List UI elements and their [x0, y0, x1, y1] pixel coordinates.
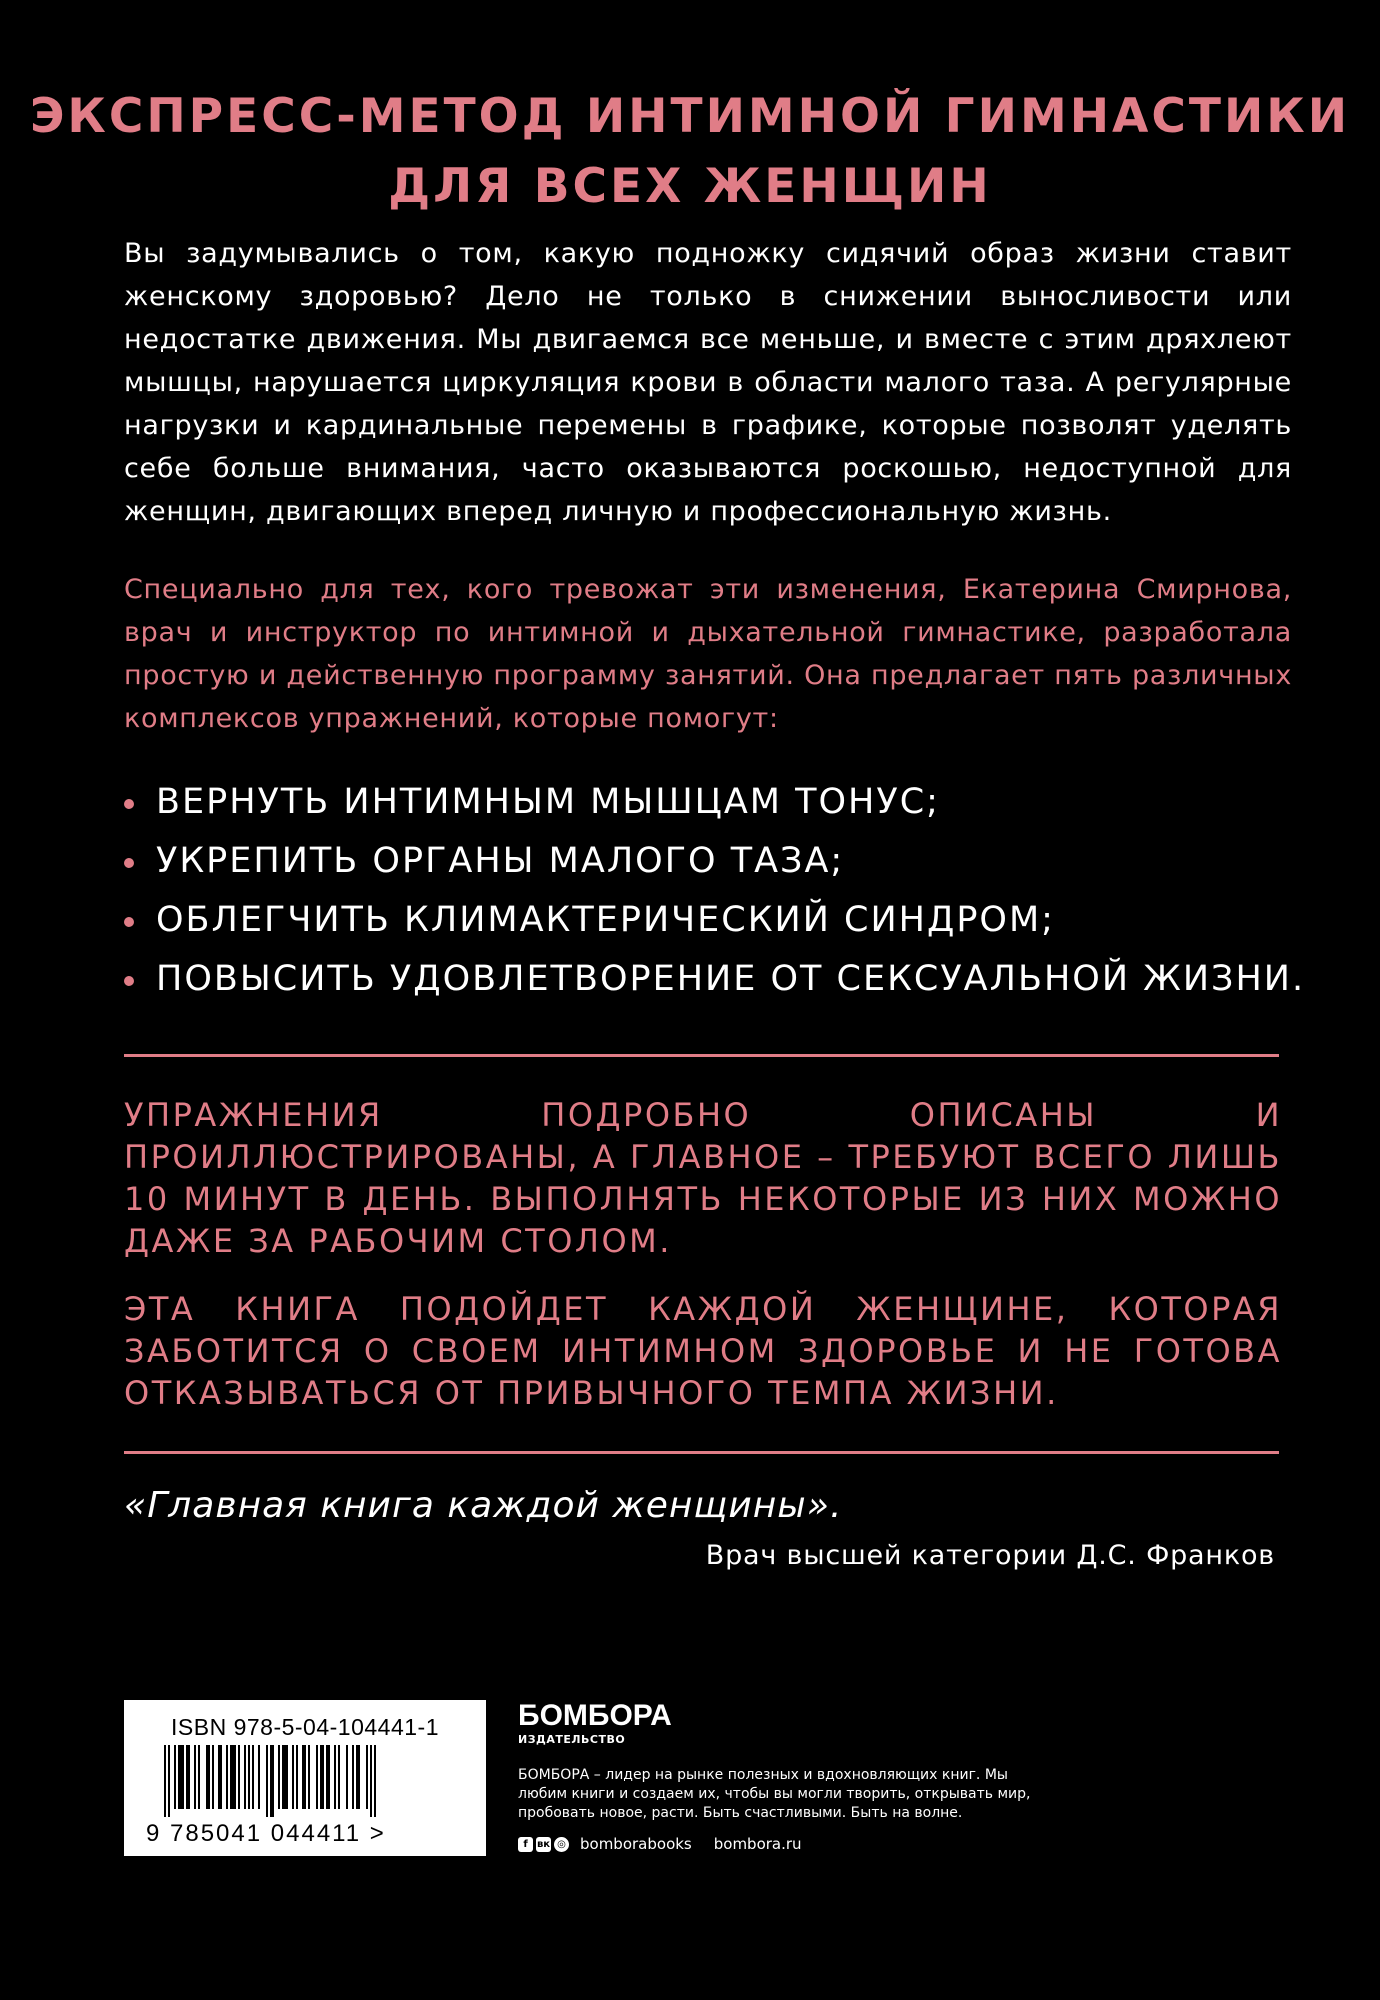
barcode-bar [270, 1745, 274, 1817]
barcode-digits: 9 785041 044411 > [146, 1820, 386, 1847]
barcode-bar [194, 1745, 196, 1809]
facebook-icon[interactable]: f [518, 1837, 533, 1852]
divider-bottom [124, 1451, 1279, 1454]
audience-paragraph: ЭТА КНИГА ПОДОЙДЕТ КАЖДОЙ ЖЕНЩИНЕ, КОТОРАЯ ЗАБОТИТСЯ О СВОЕМ ИНТИМНОМ ЗДОРОВЬЕ И НЕ ГОТОВА ОТКАЗЫВАТЬСЯ ОТ ПРИВЫЧНОГО ТЕМПА ЖИЗНИ. [124, 1290, 1282, 1412]
publisher-block [518, 1700, 1038, 1853]
barcode-bar [366, 1745, 368, 1809]
publisher-subtitle: ИЗДАТЕЛЬСТВО [518, 1733, 626, 1746]
instagram-icon[interactable]: ◎ [554, 1837, 569, 1852]
benefit-item [124, 832, 1304, 891]
barcode-bar [178, 1745, 184, 1809]
barcode-bar [282, 1745, 288, 1809]
exercises-paragraph: УПРАЖНЕНИЯ ПОДРОБНО ОПИСАНЫ И ПРОИЛЛЮСТРИРОВАНЫ, А ГЛАВНОЕ – ТРЕБУЮТ ВСЕГО ЛИШЬ 10 МИНУТ В ДЕНЬ. ВЫПОЛНЯТЬ НЕКОТОРЫЕ ИЗ НИХ МОЖНО ДАЖЕ ЗА РАБОЧИМ СТОЛОМ. [124, 1096, 1282, 1260]
title-line-1: ЭКСПРЕСС-МЕТОД ИНТИМНОЙ ГИМНАСТИКИ [29, 89, 1351, 144]
barcode-bar [164, 1745, 166, 1817]
benefit-text: ВЕРНУТЬ ИНТИМНЫМ МЫШЦАМ ТОНУС; [156, 782, 940, 822]
benefit-item [124, 773, 1304, 832]
barcode-bar [230, 1745, 236, 1809]
benefit-text: ОБЛЕГЧИТЬ КЛИМАКТЕРИЧЕСКИЙ СИНДРОМ; [156, 900, 1055, 940]
barcode-bar [212, 1745, 214, 1809]
barcode-bar [252, 1745, 254, 1809]
endorsement-attribution: Врач высшей категории Д.С. Франков [705, 1540, 1275, 1571]
bullet-dot-icon [124, 858, 134, 868]
barcode-icon [164, 1745, 454, 1817]
bullet-dot-icon [124, 917, 134, 927]
barcode-bar [374, 1745, 376, 1817]
benefits-list [124, 773, 1304, 1009]
intro-paragraph: Вы задумывались о том, какую подножку сидячий образ жизни ставит женскому здоровью? Дело не только в снижении выносливости или недостатке движения. Мы двигаемся все меньше, и вместе с этим дряхлеют мышцы, нарушается циркуляция крови в области малого таза. А регулярные нагрузки и кардинальные перемены в графике, которые позволят уделять себе больше внимания, часто оказываются роскошью, недоступной для женщин, двигающих вперед личную и профессиональную жизнь. [124, 238, 1292, 527]
barcode-bar [186, 1745, 190, 1809]
barcode-bar [316, 1745, 318, 1809]
barcode-bar [218, 1745, 222, 1809]
benefit-item [124, 950, 1304, 1009]
isbn-barcode [124, 1700, 486, 1856]
barcode-bar [346, 1745, 348, 1809]
vk-icon[interactable]: вк [536, 1838, 551, 1850]
benefit-item [124, 891, 1304, 950]
title-line-2: ДЛЯ ВСЕХ ЖЕНЩИН [388, 159, 992, 214]
barcode-bar [198, 1745, 200, 1809]
barcode-bar [326, 1745, 330, 1809]
barcode-bar [356, 1745, 360, 1809]
barcode-bar [238, 1745, 240, 1809]
barcode-bar [292, 1745, 294, 1809]
barcode-bar [334, 1745, 336, 1809]
barcode-bar [278, 1745, 280, 1809]
barcode-bar [258, 1745, 260, 1809]
publisher-logo: БОМБОРА [518, 1699, 672, 1732]
barcode-bar [248, 1745, 250, 1809]
divider-top [124, 1054, 1279, 1057]
barcode-bar [206, 1745, 210, 1809]
author-paragraph: Специально для тех, кого тревожат эти изменения, Екатерина Смирнова, врач и инструктор по интимной и дыхательной гимнастике, разработала простую и действенную программу занятий. Она предлагает пять различных комплексов упражнений, которые помогут: [124, 574, 1292, 734]
barcode-bar [338, 1745, 340, 1809]
publisher-description: БОМБОРА – лидер на рынке полезных и вдохновляющих книг. Мы любим книги и создаем их, чтобы вы могли творить, открывать мир, пробовать новое, расти. Быть счастливыми. Быть на волне. [518, 1767, 1031, 1821]
bullet-dot-icon [124, 976, 134, 986]
barcode-bar [352, 1745, 354, 1809]
benefit-text: УКРЕПИТЬ ОРГАНЫ МАЛОГО ТАЗА; [156, 841, 845, 881]
cover-title [0, 82, 1380, 222]
barcode-bar [244, 1745, 246, 1809]
barcode-bar [226, 1745, 228, 1809]
social-handle[interactable]: bomborabooks [580, 1835, 692, 1853]
barcode-bar [308, 1745, 310, 1809]
barcode-bar [168, 1745, 170, 1817]
barcode-bar [302, 1745, 306, 1809]
website-link[interactable]: bombora.ru [713, 1835, 802, 1853]
benefit-text: ПОВЫСИТЬ УДОВЛЕТВОРЕНИЕ ОТ СЕКСУАЛЬНОЙ ЖИЗНИ. [156, 959, 1306, 999]
publisher-links [518, 1835, 1038, 1853]
barcode-bar [370, 1745, 372, 1817]
barcode-bar [174, 1745, 176, 1809]
isbn-label: ISBN 978-5-04-104441-1 [171, 1714, 439, 1740]
bullet-dot-icon [124, 799, 134, 809]
endorsement-quote: «Главная книга каждой женщины». [124, 1485, 843, 1526]
barcode-bar [266, 1745, 268, 1817]
barcode-bar [320, 1745, 324, 1809]
barcode-bar [296, 1745, 298, 1809]
